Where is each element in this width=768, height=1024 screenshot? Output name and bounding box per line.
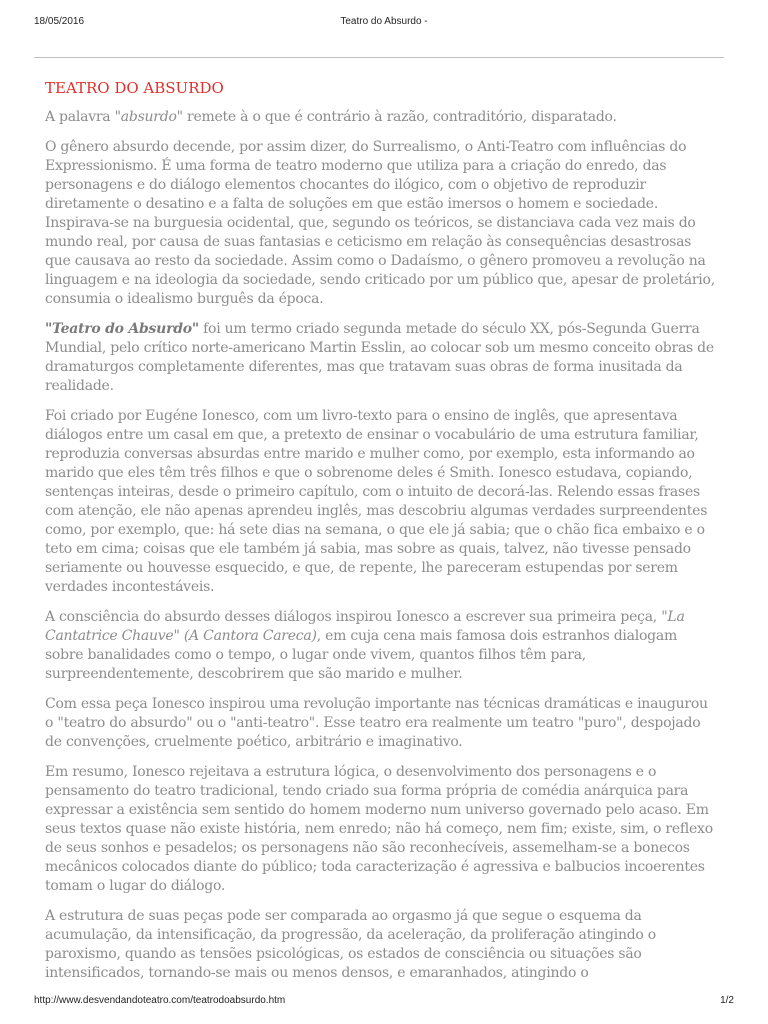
paragraph-1 [45, 108, 715, 127]
paragraph-3-after: foi um termo criado segunda metade do século XX, pós-Segunda Guerra Mundial, pelo crítico norte-americano Martin Esslin, ao colocar sob um mesmo conceito obras de dramaturgos completamente diferentes, mas que tratavam suas obras de forma inusitada da realidade. [45, 321, 714, 394]
print-footer [34, 995, 734, 1009]
paragraph-3-strong: "Teatro do Absurdo" [45, 321, 199, 337]
paragraph-8: A estrutura de suas peças pode ser comparada ao orgasmo já que segue o esquema da acumulação, da intensificação, da progressão, da aceleração, da proliferação atingindo o paroxismo, quando as tensões psicológicas, os estados de consciência ou situações são intensificados, tornando-se mais ou menos densos, e emaranhados, atingindo o [45, 908, 656, 981]
article-heading: TEATRO DO ABSURDO [45, 79, 224, 97]
header-divider [34, 57, 724, 58]
paragraph-1-emphasis: absurdo [120, 109, 177, 125]
source-url: http://www.desvendandoteatro.com/teatrodoabsurdo.htm [34, 995, 286, 1006]
print-page-title: Teatro do Absurdo - [340, 16, 428, 27]
print-date: 18/05/2016 [34, 16, 85, 27]
paragraph-7: Em resumo, Ionesco rejeitava a estrutura lógica, o desenvolvimento dos personagens e o pensamento do teatro tradicional, tendo criado sua forma própria de comédia anárquica para expressar a existência sem sentido do homem moderno num universo governado pelo acaso. Em seus textos quase não existe história, nem enredo; não há começo, nem fim; existe, sim, o reflexo de seus sonhos e pesadelos; os personagens não são reconhecíveis, assemelham-se a bonecos mecânicos colocados diante do público; toda caracterização é agressiva e balbucios incoerentes tomam o lugar do diálogo. [45, 764, 713, 894]
page-number: 1/2 [720, 995, 734, 1006]
paragraph-5-before: A consciência do absurdo desses diálogos inspirou Ionesco a escrever sua primeira peça, " [45, 609, 668, 625]
paragraph-6: Com essa peça Ionesco inspirou uma revolução importante nas técnicas dramáticas e inaugurou o "teatro do absurdo" ou o "anti-teatro". Esse teatro era realmente um teatro "puro", despojado de convenções, cruelmente poético, arbitrário e imaginativo. [45, 696, 708, 750]
print-header [34, 16, 734, 30]
paragraph-1-before: A palavra " [45, 109, 121, 125]
paragraph-5-after: , em cuja cena mais famosa dois estranhos dialogam sobre banalidades como o tempo, o lugar onde vivem, quantos filhos têm para, surpreendentemente, descobrirem que são marido e mulher. [45, 628, 677, 682]
paragraph-4: Foi criado por Eugéne Ionesco, com um livro-texto para o ensino de inglês, que apresentava diálogos entre um casal em que, a pretexto de ensinar o vocabulário de uma estrutura familiar, reproduzia conversas absurdas entre marido e mulher como, por exemplo, esta informando ao marido que eles têm três filhos e que o sobrenome deles é Smith. Ionesco estudava, copiando, sentenças inteiras, desde o primeiro capítulo, com o intuito de decorá-las. Relendo essas frases com atenção, ele não apenas aprendeu inglês, mas descobriu algumas verdades surpreendentes como, por exemplo, que: há sete dias na semana, o que ele já sabia; que o chão fica embaixo e o teto em cima; coisas que ele também já sabia, mas sobre as quais, talvez, não tivesse pensado seriamente ou houvesse esquecido, e que, de repente, lhe pareceram estupendas por serem verdades incontestáveis. [45, 408, 708, 595]
paragraph-3 [45, 320, 715, 396]
paragraph-1-after: " remete à o que é contrário à razão, contraditório, disparatado. [176, 109, 617, 125]
paragraph-5 [45, 608, 715, 684]
paragraph-5-emphasis: La Cantatrice Chauve" (A Cantora Careca) [45, 609, 685, 644]
paragraph-2: O gênero absurdo decende, por assim dizer, do Surrealismo, o Anti-Teatro com influências do Expressionismo. É uma forma de teatro moderno que utiliza para a criação do enredo, das personagens e do diálogo elementos chocantes do ilógico, com o objetivo de reproduzir diretamente o desatino e a falta de soluções em que estão imersos o homem e sociedade. Inspirava-se na burguesia ocidental, que, segundo os teóricos, se distanciava cada vez mais do mundo real, por causa de suas fantasias e ceticismo em relação às consequências desastrosas que causava ao resto da sociedade. Assim como o Dadaísmo, o gênero promoveu a revolução na linguagem e na ideologia da sociedade, sendo criticado por um público que, apesar de proletário, consumia o idealismo burguês da época. [45, 139, 715, 307]
article-body [45, 78, 715, 994]
